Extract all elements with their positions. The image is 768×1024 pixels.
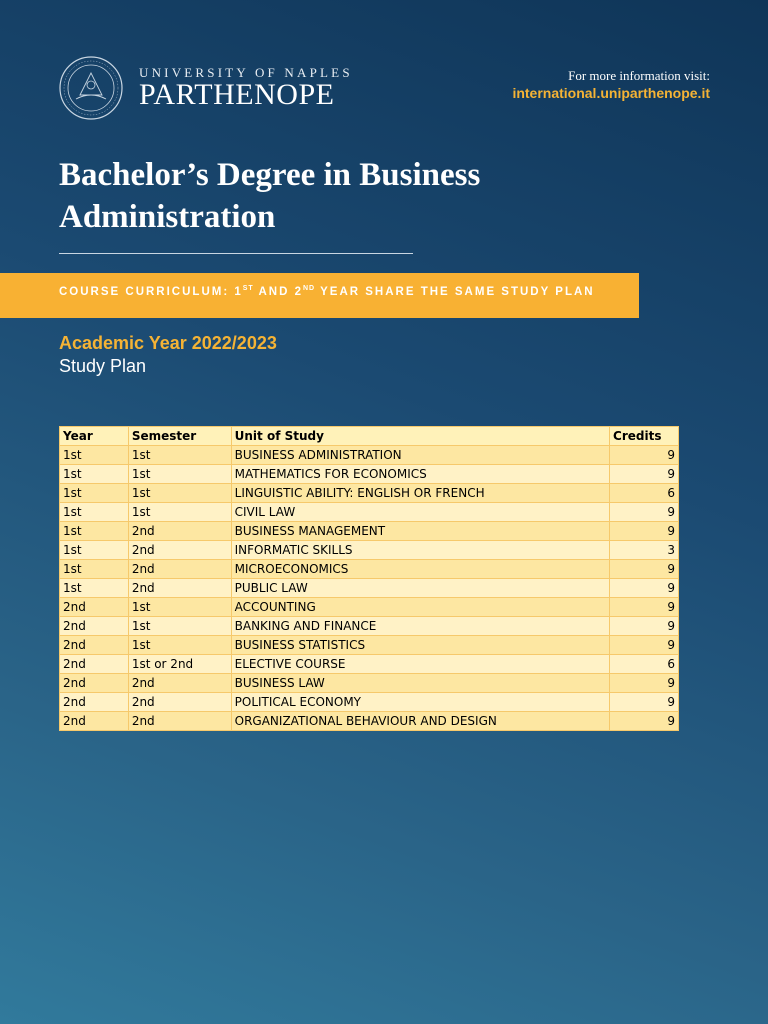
table-row	[60, 617, 679, 636]
cell-year: 2nd	[60, 598, 129, 617]
table-row	[60, 484, 679, 503]
cell-year: 1st	[60, 446, 129, 465]
table-row	[60, 560, 679, 579]
cell-year: 1st	[60, 484, 129, 503]
academic-year: Academic Year 2022/2023	[59, 333, 277, 353]
table-row	[60, 693, 679, 712]
cell-semester: 2nd	[128, 560, 231, 579]
cell-semester: 2nd	[128, 522, 231, 541]
cell-unit: PUBLIC LAW	[231, 579, 609, 598]
cell-semester: 2nd	[128, 712, 231, 731]
cell-unit: INFORMATIC SKILLS	[231, 541, 609, 560]
banner-sup-1: ST	[242, 285, 254, 292]
cell-semester: 1st	[128, 446, 231, 465]
cell-unit: CIVIL LAW	[231, 503, 609, 522]
page-title	[59, 154, 619, 238]
cell-year: 1st	[60, 522, 129, 541]
header-credits: Credits	[610, 427, 679, 446]
header-semester: Semester	[128, 427, 231, 446]
university-name-line2: PARTHENOPE	[139, 78, 335, 111]
cell-semester: 1st	[128, 503, 231, 522]
cell-credits: 9	[610, 522, 679, 541]
cell-unit: LINGUISTIC ABILITY: ENGLISH OR FRENCH	[231, 484, 609, 503]
cell-credits: 6	[610, 655, 679, 674]
cell-unit: BUSINESS STATISTICS	[231, 636, 609, 655]
cell-semester: 2nd	[128, 674, 231, 693]
banner-text	[59, 285, 595, 298]
study-plan-label: Study Plan	[59, 356, 147, 376]
table-row	[60, 579, 679, 598]
cell-year: 2nd	[60, 655, 129, 674]
cell-credits: 9	[610, 465, 679, 484]
cell-semester: 1st	[128, 465, 231, 484]
cell-semester: 2nd	[128, 541, 231, 560]
cell-unit: POLITICAL ECONOMY	[231, 693, 609, 712]
cell-semester: 1st	[128, 484, 231, 503]
cell-semester: 2nd	[128, 693, 231, 712]
university-name-line1: UNIVERSITY OF NAPLES	[139, 65, 353, 80]
study-plan-table	[59, 426, 679, 731]
cell-semester: 1st	[128, 598, 231, 617]
cell-unit: MICROECONOMICS	[231, 560, 609, 579]
cell-year: 2nd	[60, 636, 129, 655]
cell-unit: BUSINESS ADMINISTRATION	[231, 446, 609, 465]
cell-year: 1st	[60, 560, 129, 579]
cell-credits: 9	[610, 693, 679, 712]
cell-unit: ORGANIZATIONAL BEHAVIOUR AND DESIGN	[231, 712, 609, 731]
info-link[interactable]: international.uniparthenope.it	[512, 85, 710, 101]
cell-year: 2nd	[60, 693, 129, 712]
cell-unit: BANKING AND FINANCE	[231, 617, 609, 636]
cell-credits: 9	[610, 674, 679, 693]
table-row	[60, 655, 679, 674]
banner-sup-2: ND	[302, 285, 316, 292]
cell-credits: 9	[610, 446, 679, 465]
table-row	[60, 712, 679, 731]
cell-credits: 9	[610, 560, 679, 579]
cell-credits: 9	[610, 617, 679, 636]
cell-unit: BUSINESS MANAGEMENT	[231, 522, 609, 541]
cell-semester: 1st or 2nd	[128, 655, 231, 674]
banner-suffix: YEAR SHARE THE SAME STUDY PLAN	[315, 285, 595, 298]
cell-credits: 9	[610, 636, 679, 655]
cell-credits: 9	[610, 579, 679, 598]
cell-semester: 1st	[128, 617, 231, 636]
university-seal-icon	[58, 55, 124, 121]
cell-credits: 9	[610, 712, 679, 731]
info-block	[512, 68, 710, 102]
cell-unit: MATHEMATICS FOR ECONOMICS	[231, 465, 609, 484]
title-divider	[59, 253, 413, 254]
cell-year: 2nd	[60, 674, 129, 693]
title-line-1: Bachelor’s Degree in Business	[59, 157, 481, 193]
cell-unit: BUSINESS LAW	[231, 674, 609, 693]
title-line-2: Administration	[59, 199, 276, 235]
cell-semester: 1st	[128, 636, 231, 655]
cell-unit: ELECTIVE COURSE	[231, 655, 609, 674]
table-row	[60, 541, 679, 560]
cell-credits: 3	[610, 541, 679, 560]
cell-year: 1st	[60, 503, 129, 522]
cell-credits: 9	[610, 503, 679, 522]
cell-semester: 2nd	[128, 579, 231, 598]
cell-year: 1st	[60, 579, 129, 598]
cell-year: 2nd	[60, 617, 129, 636]
banner-middle: AND 2	[253, 285, 303, 298]
table-row	[60, 674, 679, 693]
cell-year: 1st	[60, 541, 129, 560]
cell-credits: 9	[610, 598, 679, 617]
table-row	[60, 446, 679, 465]
university-logo-text	[139, 66, 353, 110]
banner-prefix: COURSE CURRICULUM: 1	[59, 285, 243, 298]
cell-year: 2nd	[60, 712, 129, 731]
table-row	[60, 465, 679, 484]
table-body	[60, 446, 679, 731]
table-header-row	[60, 427, 679, 446]
header-year: Year	[60, 427, 129, 446]
table-row	[60, 598, 679, 617]
curriculum-banner	[0, 273, 639, 318]
cell-unit: ACCOUNTING	[231, 598, 609, 617]
cell-credits: 6	[610, 484, 679, 503]
table-row	[60, 636, 679, 655]
cell-year: 1st	[60, 465, 129, 484]
table-row	[60, 503, 679, 522]
header-unit: Unit of Study	[231, 427, 609, 446]
info-label: For more information visit:	[568, 68, 710, 83]
table-row	[60, 522, 679, 541]
